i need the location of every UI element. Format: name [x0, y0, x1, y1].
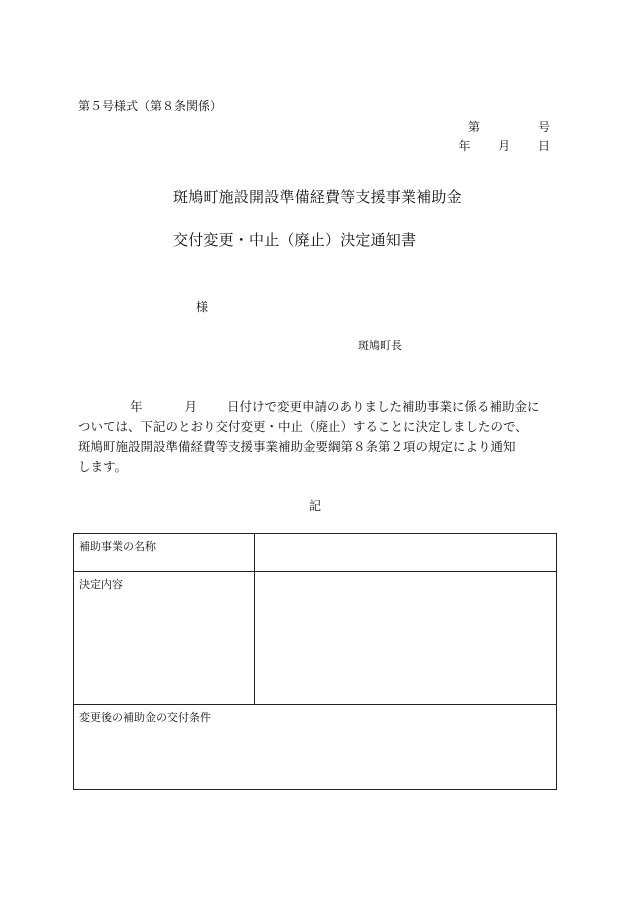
- date-month: 月: [498, 139, 511, 153]
- body-line1: 日付けで変更申請のありました補助事業に係る補助金に: [227, 399, 540, 414]
- ki-heading: 記: [309, 499, 322, 513]
- details-table: [73, 533, 557, 790]
- document-title-line2: 交付変更・中止（廃止）決定通知書: [173, 231, 417, 249]
- decision-content-label: 決定内容: [74, 572, 255, 705]
- revised-conditions-label: 変更後の補助金の交付条件: [74, 705, 557, 790]
- table-row: [74, 572, 557, 705]
- document-title-line1: 斑鳩町施設開設準備経費等支援事業補助金: [173, 188, 462, 206]
- date-day: 日: [537, 139, 550, 153]
- number-prefix: 第: [467, 120, 480, 134]
- date-year: 年: [458, 139, 471, 153]
- notice-body: [78, 397, 556, 477]
- body-year: 年: [130, 399, 143, 414]
- body-month: 月: [184, 399, 198, 414]
- table-row: [74, 705, 557, 790]
- number-suffix: 号: [537, 120, 550, 134]
- decision-content-value: [255, 572, 557, 705]
- body-line3: 斑鳩町施設開設準備経費等支援事業補助金要綱第８条第２項の規定により通知: [78, 439, 516, 454]
- table-row: [74, 534, 557, 572]
- subsidy-project-name-label: 補助事業の名称: [74, 534, 255, 572]
- document-number: [468, 118, 550, 135]
- addressee: 様: [196, 300, 209, 314]
- document-date: [458, 137, 550, 154]
- body-line4: します。: [78, 459, 128, 474]
- subsidy-project-name-value: [255, 534, 557, 572]
- sender: 斑鳩町長: [358, 339, 402, 352]
- body-line2: ついては、下記のとおり交付変更・中止（廃止）することに決定しましたので、: [78, 419, 528, 434]
- form-number-label: 第５号様式（第８条関係）: [78, 99, 223, 113]
